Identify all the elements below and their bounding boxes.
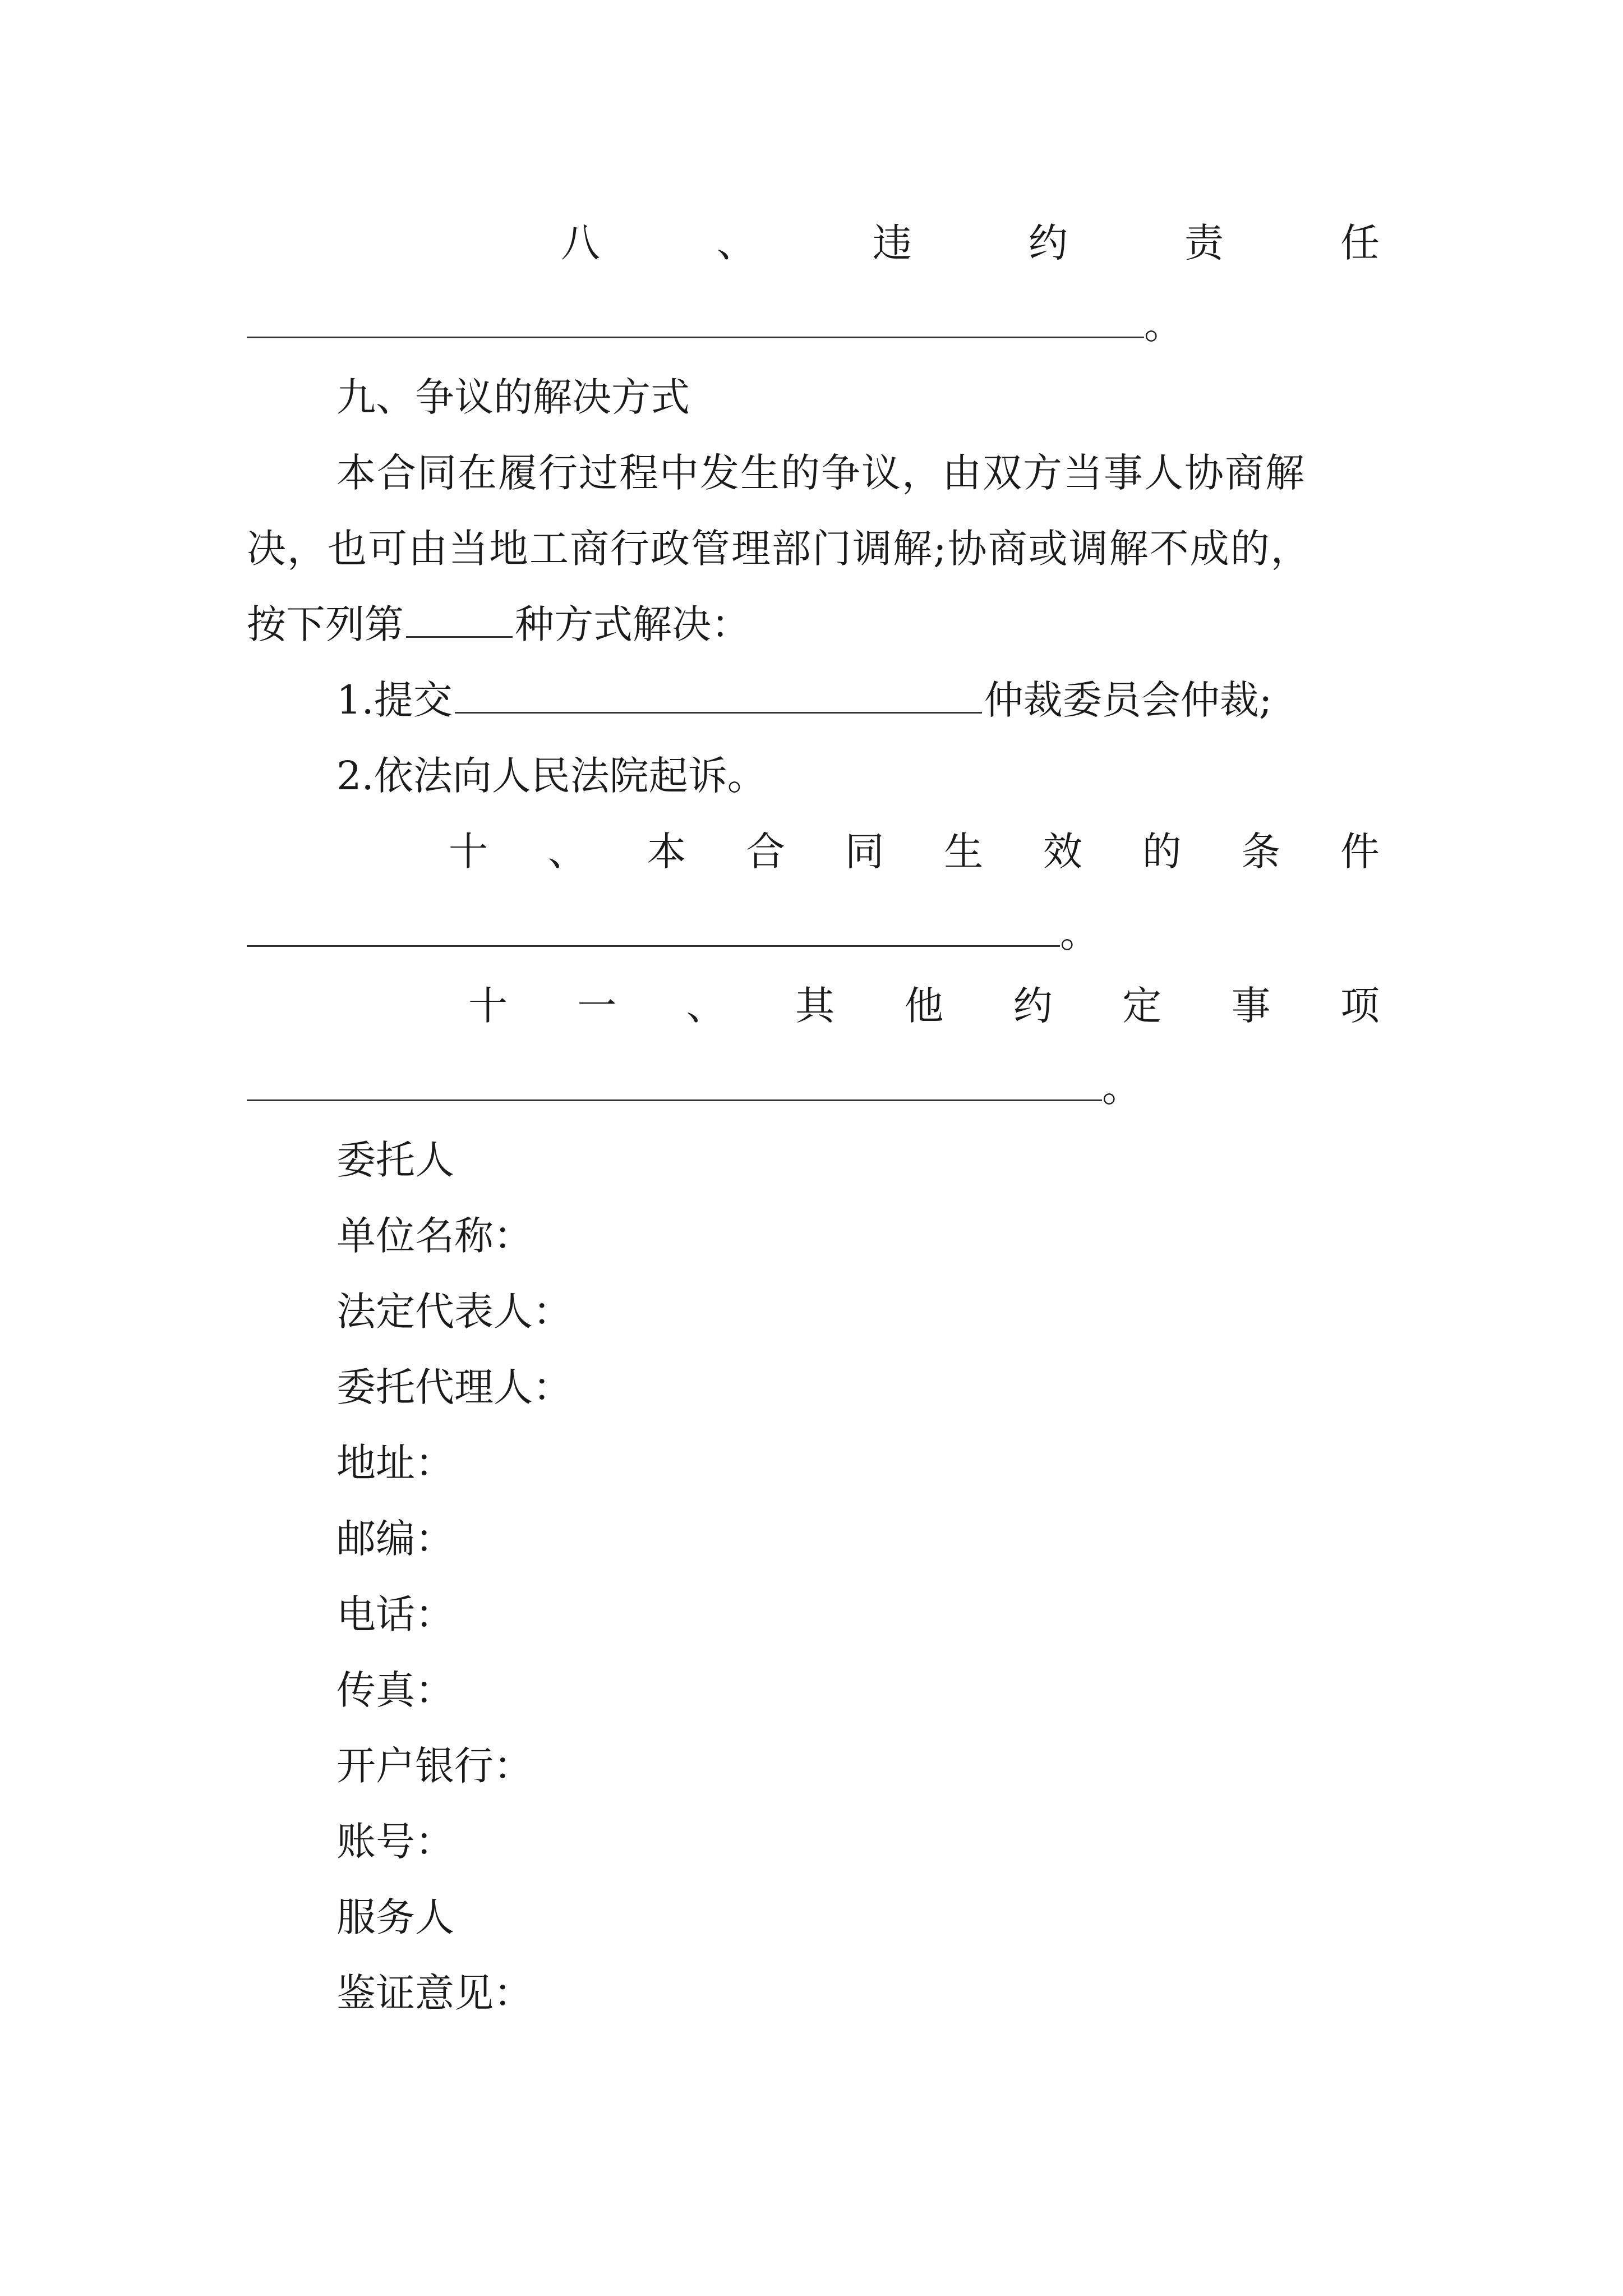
method-number-blank <box>406 600 513 638</box>
heading-char: 十 <box>449 829 488 875</box>
fill-in-rule <box>247 906 1060 947</box>
fax-label: 传真： <box>336 1667 454 1713</box>
section-11-blank-line <box>247 1060 1141 1115</box>
postcode-label: 邮编： <box>336 1516 454 1562</box>
end-mark: 。 <box>1102 1065 1141 1111</box>
section-8-heading <box>561 216 1380 270</box>
heading-char: 责 <box>1184 220 1224 266</box>
heading-char: 约 <box>1013 983 1053 1029</box>
heading-char: 他 <box>904 983 944 1029</box>
heading-char: 生 <box>944 829 984 875</box>
heading-char: 、 <box>686 983 726 1029</box>
section-9-option-1 <box>336 673 1272 727</box>
notary-opinion-label: 鉴证意见： <box>336 1970 533 2016</box>
bank-label: 开户银行： <box>336 1743 533 1789</box>
heading-char: 十 <box>468 983 508 1029</box>
section-9-para-line-1: 本合同在履行过程中发生的争议，由双方当事人协商解 <box>336 450 1306 496</box>
heading-char: 本 <box>647 829 686 875</box>
heading-char: 一 <box>577 983 617 1029</box>
method-suffix: 种方式解决： <box>515 601 750 647</box>
heading-char: 合 <box>745 829 785 875</box>
heading-char: 八 <box>561 220 600 266</box>
section-10-blank-line <box>247 906 1099 960</box>
unit-name-label: 单位名称： <box>336 1213 533 1259</box>
option-1-prefix: 1.提交 <box>336 677 453 723</box>
heading-char: 其 <box>795 983 835 1029</box>
section-8-blank-line <box>247 297 1183 352</box>
heading-char: 项 <box>1340 983 1380 1029</box>
arbitration-commission-blank <box>455 676 982 714</box>
heading-char: 同 <box>845 829 884 875</box>
address-label: 地址： <box>336 1440 454 1486</box>
heading-char: 定 <box>1122 983 1162 1029</box>
heading-char: 条 <box>1241 829 1281 875</box>
heading-char: 、 <box>717 220 756 266</box>
option-1-suffix: 仲裁委员会仲裁; <box>984 677 1272 723</box>
service-party-label: 服务人 <box>336 1894 454 1940</box>
phone-label: 电话： <box>336 1591 454 1637</box>
section-9-para-line-2: 决，也可由当地工商行政管理部门调解;协商或调解不成的， <box>247 526 1311 572</box>
section-11-heading <box>468 979 1380 1033</box>
method-prefix: 按下列第 <box>247 601 404 647</box>
entrusting-party-label: 委托人 <box>336 1137 454 1183</box>
section-9-option-2: 2.依法向人民法院起诉。 <box>336 753 767 799</box>
account-label: 账号： <box>336 1819 454 1865</box>
fill-in-rule <box>247 297 1144 338</box>
heading-char: 约 <box>1029 220 1068 266</box>
section-9-para-line-3 <box>247 597 750 651</box>
heading-char: 的 <box>1142 829 1182 875</box>
end-mark: 。 <box>1060 910 1099 956</box>
heading-char: 、 <box>547 829 587 875</box>
heading-char: 事 <box>1231 983 1271 1029</box>
fill-in-rule <box>247 1060 1102 1101</box>
heading-char: 违 <box>873 220 912 266</box>
heading-char: 任 <box>1340 220 1380 266</box>
heading-char: 效 <box>1043 829 1082 875</box>
authorized-agent-label: 委托代理人： <box>336 1364 572 1410</box>
section-10-heading <box>449 825 1380 878</box>
legal-representative-label: 法定代表人： <box>336 1289 572 1335</box>
section-9-heading: 九、争议的解决方式 <box>336 374 690 420</box>
heading-char: 件 <box>1340 829 1380 875</box>
end-mark: 。 <box>1144 302 1183 348</box>
